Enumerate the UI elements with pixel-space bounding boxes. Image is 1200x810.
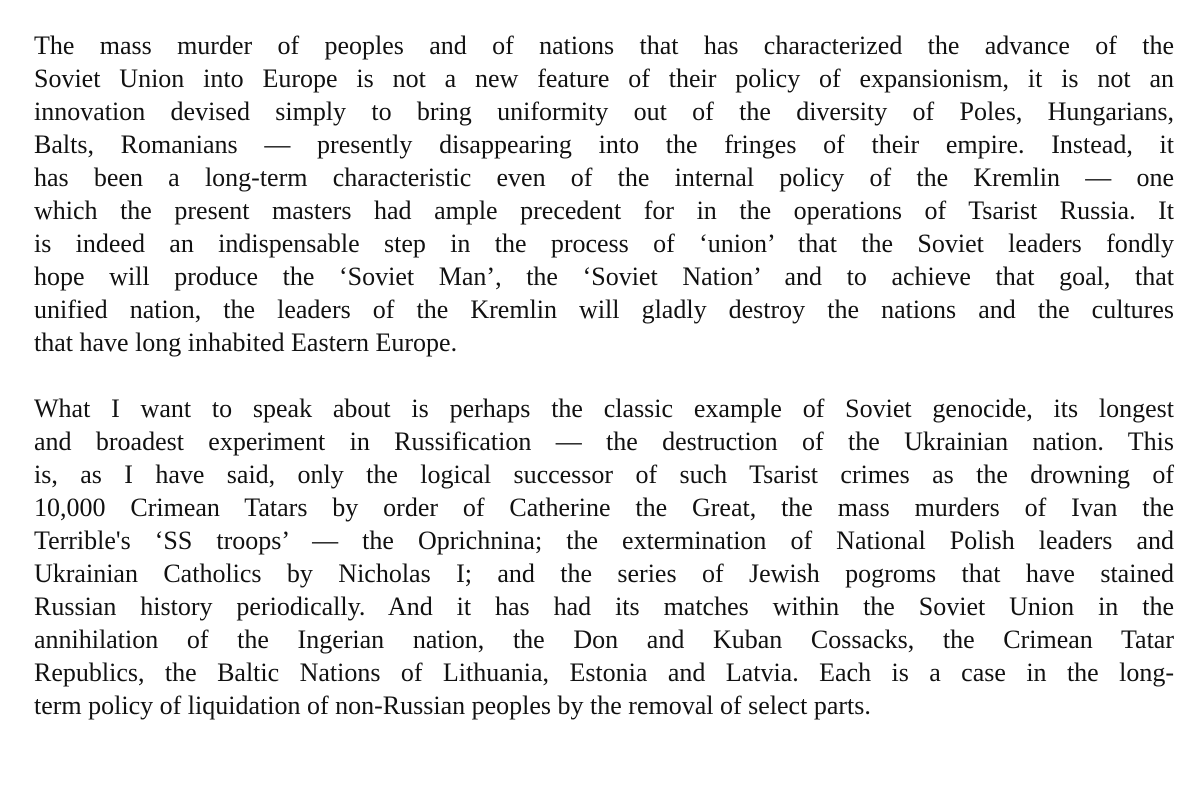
- text-line: Soviet Union into Europe is not a new feature of their policy of expansionism, it is not an: [34, 64, 1174, 93]
- text-line: Terrible's ‘SS troops’ — the Oprichnina; the extermination of National Polish leaders and: [34, 526, 1174, 555]
- text-line: The mass murder of peoples and of nations that has characterized the advance of the: [34, 31, 1174, 60]
- text-line: What I want to speak about is perhaps the classic example of Soviet genocide, its longest: [34, 394, 1174, 423]
- text-line: innovation devised simply to bring uniformity out of the diversity of Poles, Hungarians,: [34, 97, 1174, 126]
- text-line: has been a long-term characteristic even of the internal policy of the Kremlin — one: [34, 163, 1174, 192]
- text-line: that have long inhabited Eastern Europe.: [34, 328, 458, 357]
- text-line: hope will produce the ‘Soviet Man’, the ‘Soviet Nation’ and to achieve that goal, that: [34, 262, 1174, 291]
- text-line: 10,000 Crimean Tatars by order of Catherine the Great, the mass murders of Ivan the: [34, 493, 1174, 522]
- text-line: which the present masters had ample precedent for in the operations of Tsarist Russia. It: [34, 196, 1174, 225]
- paragraph: [34, 29, 1174, 359]
- text-line: unified nation, the leaders of the Kremlin will gladly destroy the nations and the cultures: [34, 295, 1174, 324]
- text-line: Russian history periodically. And it has had its matches within the Soviet Union in the: [34, 592, 1174, 621]
- paragraph: [34, 392, 1174, 722]
- text-line: Ukrainian Catholics by Nicholas I; and the series of Jewish pogroms that have stained: [34, 559, 1174, 588]
- document-body: [34, 29, 1174, 722]
- text-line: Balts, Romanians — presently disappearing into the fringes of their empire. Instead, it: [34, 130, 1174, 159]
- text-line: and broadest experiment in Russification — the destruction of the Ukrainian nation. This: [34, 427, 1174, 456]
- text-line: is indeed an indispensable step in the process of ‘union’ that the Soviet leaders fondly: [34, 229, 1174, 258]
- text-line: annihilation of the Ingerian nation, the Don and Kuban Cossacks, the Crimean Tatar: [34, 625, 1174, 654]
- text-line: term policy of liquidation of non-Russian peoples by the removal of select parts.: [34, 691, 871, 720]
- text-line: Republics, the Baltic Nations of Lithuania, Estonia and Latvia. Each is a case in the long-: [34, 658, 1174, 687]
- text-line: is, as I have said, only the logical successor of such Tsarist crimes as the drowning of: [34, 460, 1174, 489]
